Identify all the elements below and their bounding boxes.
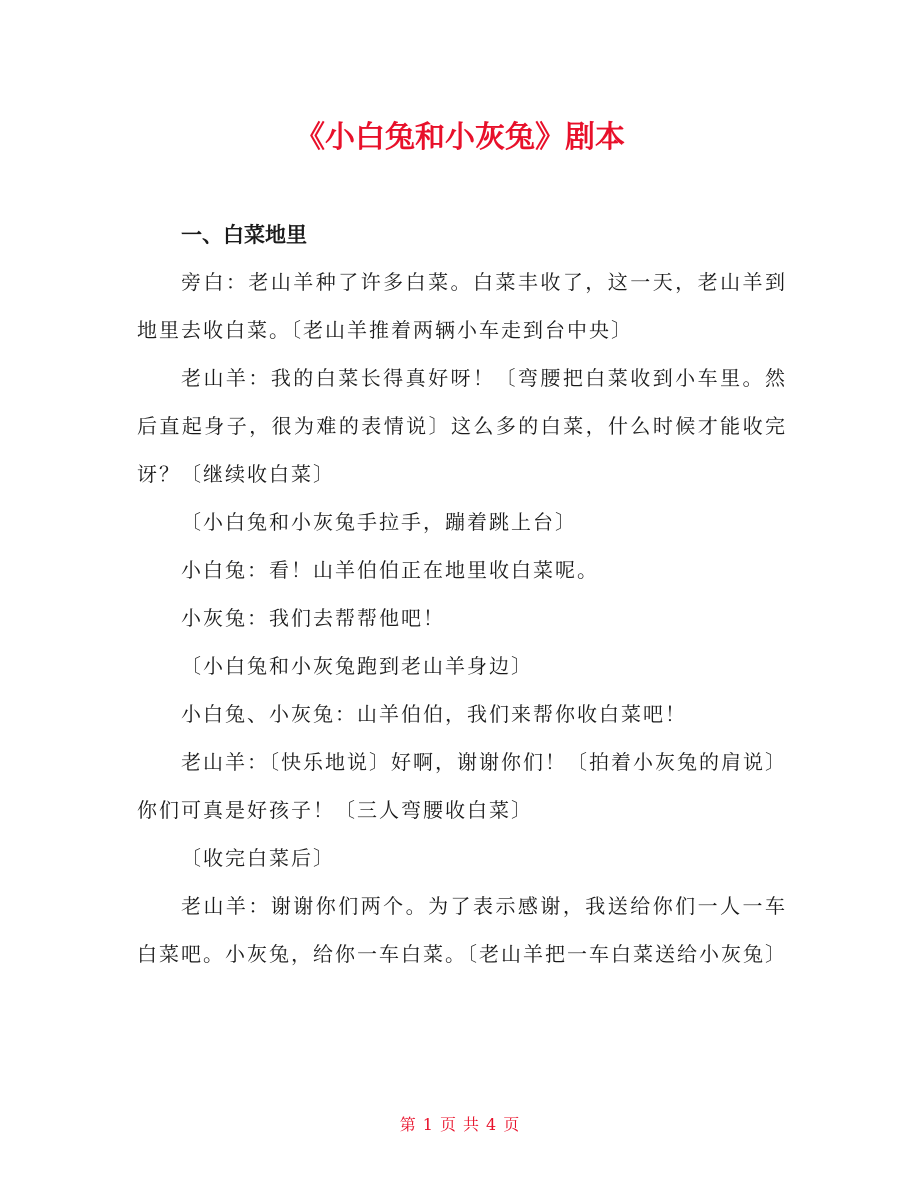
footer-total-pages: 4	[486, 1115, 498, 1134]
paragraph-old-goat-3: 老山羊：谢谢你们两个。为了表示感谢，我送给你们一人一车白菜吧。小灰兔，给你一车白菜。〔老山羊把一车白菜送给小灰兔〕	[137, 894, 787, 966]
footer-prefix: 第	[399, 1115, 417, 1134]
paragraph-both-rabbits: 小白兔、小灰兔：山羊伯伯，我们来帮你收白菜吧！	[181, 702, 687, 726]
footer-suffix: 页	[503, 1115, 521, 1134]
paragraph-white-rabbit: 小白兔：看！山羊伯伯正在地里收白菜呢。	[181, 558, 599, 582]
paragraph-stage-direction-3: 〔收完白菜后〕	[181, 846, 335, 870]
footer-page-number: 1	[422, 1115, 434, 1134]
paragraph-old-goat-2: 老山羊：〔快乐地说〕好啊，谢谢你们！〔拍着小灰兔的肩说〕你们可真是好孩子！〔三人弯腰收白菜〕	[137, 750, 787, 822]
document-title: 《小白兔和小灰兔》剧本	[295, 120, 625, 155]
paragraph-old-goat-1: 老山羊：我的白菜长得真好呀！〔弯腰把白菜收到小车里。然后直起身子，很为难的表情说〕这么多的白菜，什么时候才能收完讶？〔继续收白菜〕	[137, 366, 787, 486]
paragraph-narration: 旁白：老山羊种了许多白菜。白菜丰收了，这一天，老山羊到地里去收白菜。〔老山羊推着两辆小车走到台中央〕	[137, 270, 787, 342]
section-heading: 一、白菜地里	[181, 223, 307, 247]
page-footer	[0, 1112, 920, 1135]
paragraph-stage-direction-1: 〔小白兔和小灰兔手拉手，蹦着跳上台〕	[181, 510, 577, 534]
footer-middle: 页 共	[439, 1115, 481, 1134]
paragraph-stage-direction-2: 〔小白兔和小灰兔跑到老山羊身边〕	[181, 654, 533, 678]
paragraph-grey-rabbit: 小灰兔：我们去帮帮他吧！	[181, 606, 445, 630]
document-body	[137, 212, 787, 978]
